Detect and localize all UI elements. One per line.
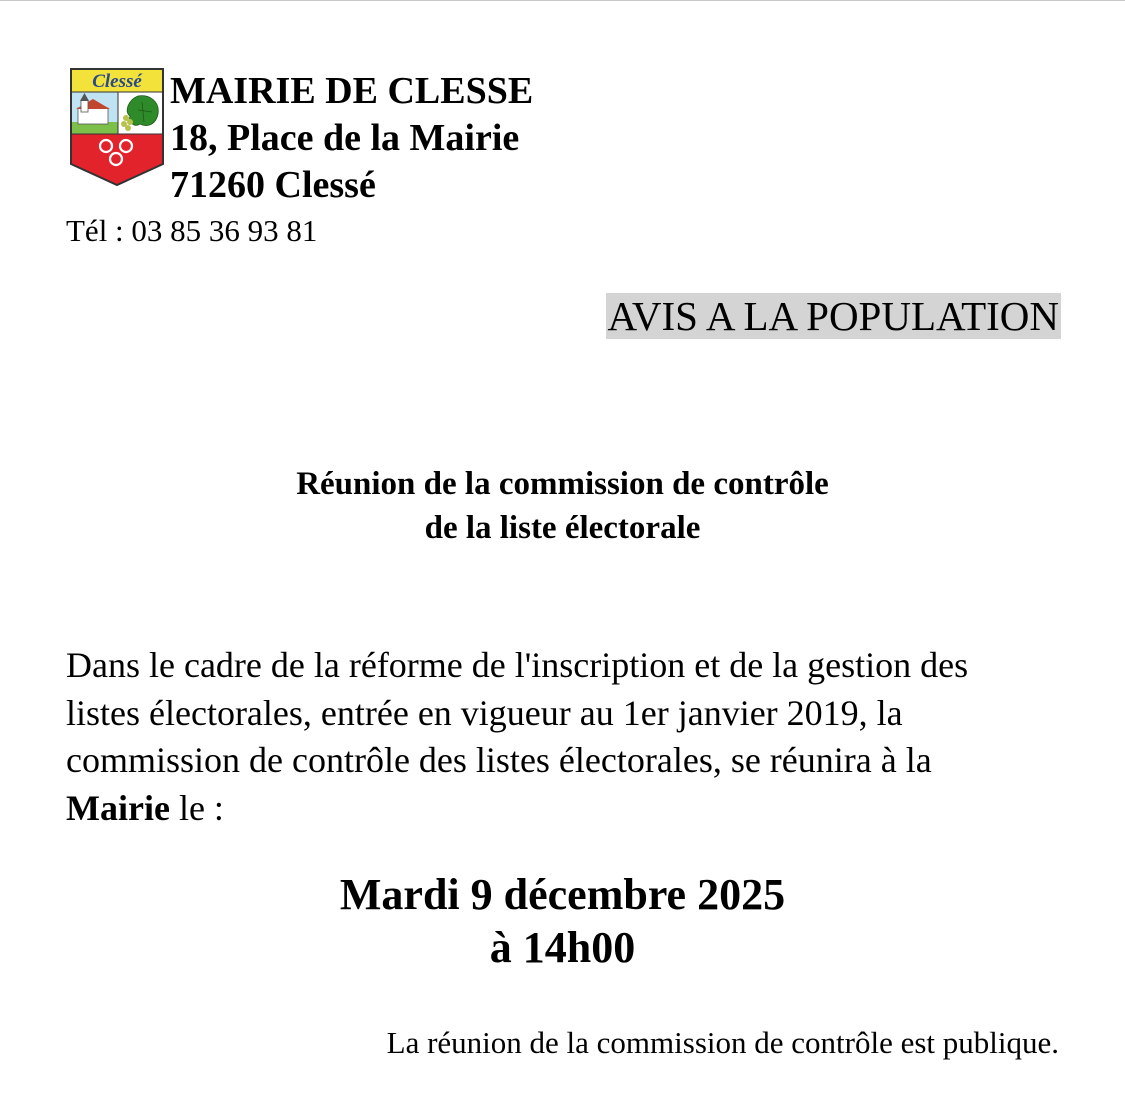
body-line-2: listes électorales, entrée en vigueur au 1er janvier 2019, la	[66, 692, 903, 733]
address-street: 18, Place de la Mairie	[170, 117, 520, 159]
body-line-3: commission de contrôle des listes électorales, se réunira à la	[66, 740, 932, 780]
body-line-4	[66, 785, 1066, 833]
notice-heading	[606, 292, 1061, 340]
public-meeting-note: La réunion de la commission de contrôle est publique.	[386, 1025, 1059, 1060]
meeting-title-line-1: Réunion de la commission de contrôle	[296, 466, 829, 502]
notice-body	[66, 642, 1066, 832]
top-border	[0, 0, 1125, 1]
notice-heading-text: AVIS A LA POPULATION	[607, 293, 1059, 339]
meeting-title-line-2: de la liste électorale	[424, 510, 701, 546]
meeting-date-block	[0, 868, 1125, 974]
clesse-coat-of-arms-logo	[68, 66, 166, 188]
body-mairie-bold: Mairie	[66, 787, 170, 828]
phone-number: Tél : 03 85 36 93 81	[66, 213, 318, 248]
meeting-date: Mardi 9 décembre 2025	[339, 870, 786, 919]
svg-text:Clessé: Clessé	[92, 71, 142, 92]
body-line-1: Dans le cadre de la réforme de l'inscription et de la gestion des	[66, 645, 969, 685]
town-hall-name: MAIRIE DE CLESSE	[170, 70, 534, 112]
body-line-4-rest: le :	[169, 787, 224, 828]
meeting-time: à 14h00	[489, 923, 636, 972]
meeting-title	[0, 462, 1125, 550]
town-hall-address-block	[170, 68, 533, 209]
address-city: 71260 Clessé	[170, 164, 376, 206]
